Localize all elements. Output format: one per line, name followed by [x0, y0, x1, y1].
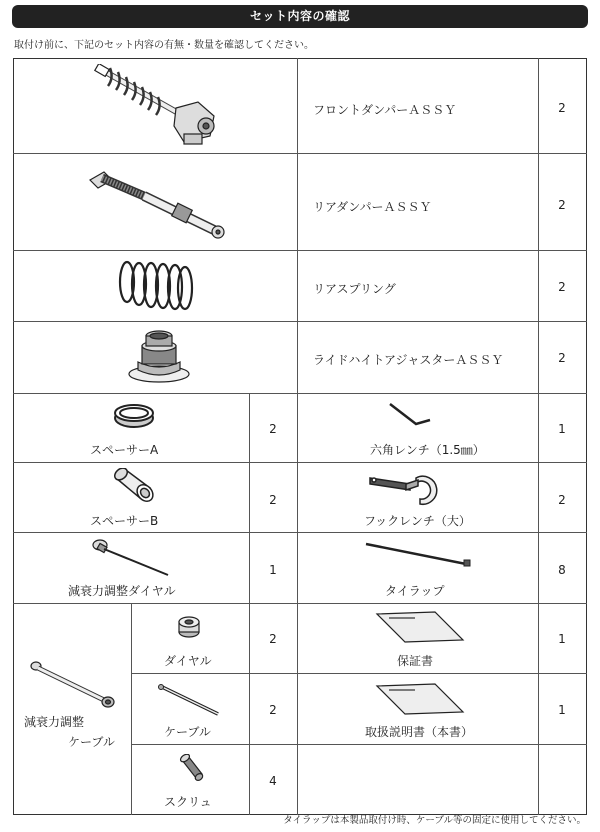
damping-dial-qty: 1	[269, 563, 277, 577]
column-divider	[297, 58, 298, 815]
hook-wrench-label: フックレンチ（大）	[364, 514, 471, 528]
row-divider	[13, 250, 587, 251]
cable-label: ケーブル	[164, 725, 211, 739]
front-damper-illustration	[84, 64, 234, 150]
tie-wrap-label: タイラップ	[385, 584, 445, 598]
tie-wrap-qty: 8	[558, 563, 566, 577]
cable-qty: 2	[269, 703, 277, 717]
dial-label: ダイヤル	[164, 654, 212, 668]
hex-wrench-label: 六角レンチ（1.5㎜）	[370, 443, 485, 457]
manual-illustration	[375, 682, 465, 716]
damping-dial-illustration	[90, 537, 172, 579]
rear-damper-qty: 2	[558, 198, 566, 212]
section-header: セット内容の確認	[12, 5, 588, 28]
row-divider	[131, 673, 587, 674]
damping-dial-label: 減衰力調整ダイヤル	[68, 584, 176, 598]
screw-label: スクリュ	[164, 795, 212, 809]
front-damper-label: フロントダンパーＡＳＳＹ	[313, 103, 457, 117]
damping-cable-label-line2: ケーブル	[68, 735, 115, 749]
ride-height-adjuster-label: ライドハイトアジャスターＡＳＳＹ	[313, 353, 504, 367]
rear-spring-illustration	[115, 256, 197, 314]
rear-damper-label: リアダンパーＡＳＳＹ	[313, 200, 432, 214]
damping-cable-illustration	[28, 660, 120, 710]
hook-wrench-qty: 2	[558, 493, 566, 507]
warranty-qty: 1	[558, 632, 566, 646]
manual-label: 取扱説明書（本書）	[365, 725, 474, 739]
front-damper-qty: 2	[558, 101, 566, 115]
dial-illustration	[174, 612, 204, 642]
tie-wrap-illustration	[362, 540, 474, 570]
warranty-illustration	[375, 610, 465, 644]
spacer-a-label: スペーサーA	[90, 443, 159, 457]
column-divider	[249, 393, 250, 815]
column-divider	[538, 58, 539, 815]
spacer-b-illustration	[110, 468, 154, 506]
spacer-a-qty: 2	[269, 422, 277, 436]
screw-qty: 4	[269, 774, 277, 788]
row-divider	[131, 744, 587, 745]
hex-wrench-qty: 1	[558, 422, 566, 436]
dial-qty: 2	[269, 632, 277, 646]
ride-height-adjuster-qty: 2	[558, 351, 566, 365]
screw-illustration	[178, 754, 206, 784]
rear-spring-label: リアスプリング	[313, 282, 396, 296]
spacer-b-qty: 2	[269, 493, 277, 507]
hook-wrench-illustration	[366, 468, 438, 510]
spacer-b-label: スペーサーB	[90, 514, 159, 528]
column-divider	[131, 603, 132, 815]
row-divider	[13, 603, 587, 604]
ride-height-adjuster-illustration	[126, 326, 192, 384]
row-divider	[13, 393, 587, 394]
rear-spring-qty: 2	[558, 280, 566, 294]
row-divider	[13, 321, 587, 322]
rear-damper-illustration	[84, 160, 234, 246]
row-divider	[13, 462, 587, 463]
row-divider	[13, 532, 587, 533]
intro-text: 取付け前に、下記のセット内容の有無・数量を確認してください。	[14, 40, 314, 51]
warranty-label: 保証書	[397, 654, 434, 668]
footnote: タイラップは本製品取付け時、ケーブル等の固定に使用してください。	[283, 815, 586, 826]
cable-illustration	[156, 682, 224, 718]
damping-cable-label-line1: 減衰力調整	[24, 715, 85, 729]
hex-wrench-illustration	[386, 400, 436, 428]
spacer-a-illustration	[112, 402, 156, 430]
manual-qty: 1	[558, 703, 566, 717]
row-divider	[13, 153, 587, 154]
